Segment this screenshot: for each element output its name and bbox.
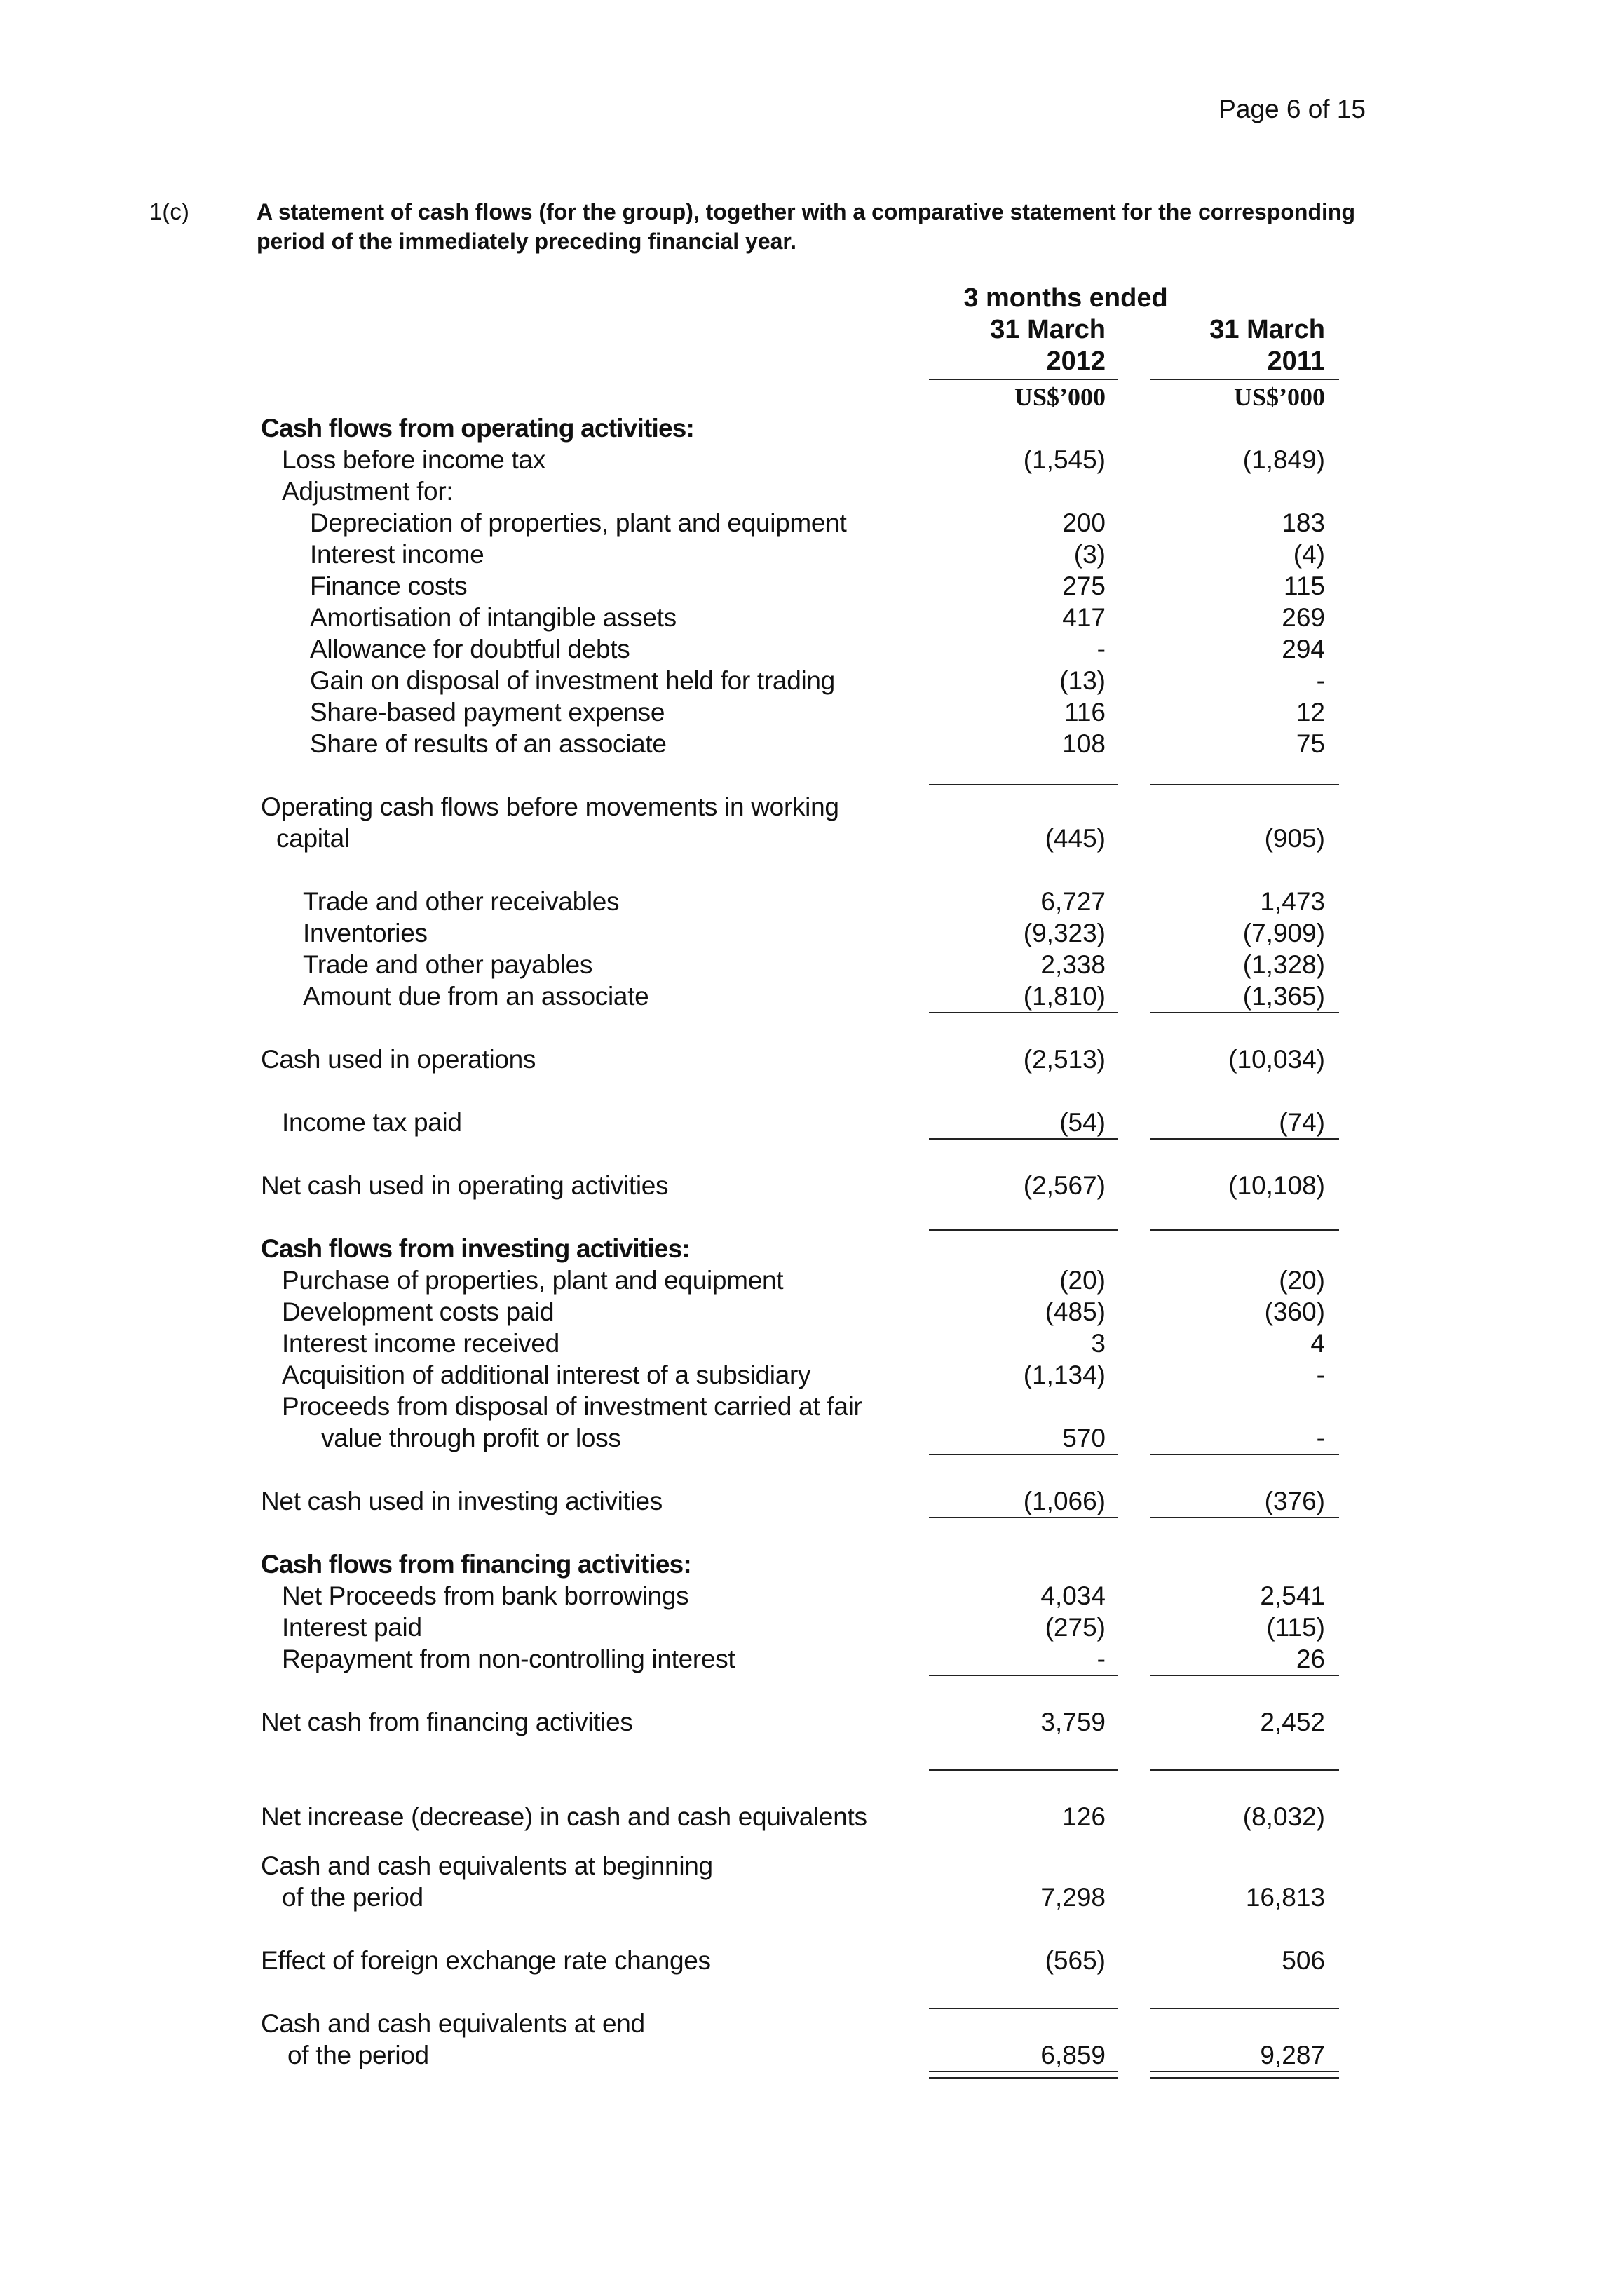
value-2012: (13) [1059,666,1106,695]
subtotal-rule [1150,2008,1339,2009]
row-label: Net cash used in investing activities [261,1487,663,1515]
row-label: Share of results of an associate [310,729,667,758]
value-2012: 6,727 [1040,887,1106,916]
value-2011: (74) [1279,1108,1325,1137]
value-2012: (275) [1045,1613,1106,1642]
page-number: Page 6 of 15 [1218,95,1366,123]
value-2011: 115 [1284,572,1325,600]
col2-header-date: 31 March [1209,315,1325,344]
value-2011: (115) [1266,1613,1325,1642]
value-2011: 26 [1296,1645,1325,1673]
subtotal-rule [1150,1012,1339,1013]
value-2011: (7,909) [1242,919,1325,947]
value-2012: 3,759 [1040,1708,1106,1736]
value-2012: 4,034 [1040,1581,1106,1610]
subtotal-rule [1150,784,1339,785]
subtotal-rule [929,1675,1118,1676]
value-2012: (2,567) [1023,1171,1106,1200]
value-2011: 1,473 [1260,887,1325,916]
value-2011: (1,849) [1242,445,1325,474]
header-rule [929,379,1118,380]
value-2012: - [1096,635,1106,663]
value-2012: 417 [1062,603,1106,632]
section-heading: Cash flows from financing activities: [261,1550,691,1579]
value-2011: 2,541 [1260,1581,1325,1610]
row-label: Share-based payment expense [310,698,665,727]
value-2011: (376) [1264,1487,1325,1515]
row-label: Adjustment for: [282,477,454,506]
section-heading: Cash flows from investing activities: [261,1234,690,1263]
row-label: Income tax paid [282,1108,462,1137]
subtotal-rule [929,1454,1118,1455]
value-2011: 2,452 [1260,1708,1325,1736]
value-2012: 116 [1064,698,1106,727]
value-2011: - [1316,1424,1325,1452]
row-label: Effect of foreign exchange rate changes [261,1946,711,1975]
row-label: Interest paid [282,1613,422,1642]
row-label: Acquisition of additional interest of a subsidiary [282,1360,811,1389]
value-2012: 570 [1062,1424,1106,1452]
row-label: Proceeds from disposal of investment carried at fair [282,1392,862,1421]
subtotal-rule [1150,1675,1339,1676]
statement-heading: A statement of cash flows (for the group), together with a comparative statement for the corresponding period of the immediately preceding financial year. [257,199,1355,254]
value-2011: - [1316,666,1325,695]
period-header: 3 months ended [963,283,1168,313]
value-2012: (54) [1059,1108,1106,1137]
row-label: Trade and other payables [303,950,593,979]
subtotal-rule [929,1229,1118,1231]
col2-currency: US$’000 [1233,383,1325,411]
row-label: Net increase (decrease) in cash and cash equivalents [261,1802,867,1831]
value-2012: 6,859 [1040,2041,1106,2069]
header-rule [1150,379,1339,380]
row-label: Allowance for doubtful debts [310,635,630,663]
row-label: Inventories [303,919,428,947]
row-label: Interest income received [282,1329,559,1358]
value-2011: (20) [1279,1266,1325,1295]
row-label: Trade and other receivables [303,887,620,916]
value-2012: 126 [1062,1802,1106,1831]
subtotal-rule [929,2008,1118,2009]
row-label: Cash and cash equivalents at beginning [261,1851,713,1880]
subtotal-rule [1150,1138,1339,1140]
value-2011: 4 [1310,1329,1325,1358]
value-2012: (445) [1045,824,1106,853]
value-2011: 183 [1282,508,1325,537]
row-label: Net Proceeds from bank borrowings [282,1581,689,1610]
value-2012: 3 [1091,1329,1106,1358]
value-2012: 108 [1062,729,1106,758]
row-label: Gain on disposal of investment held for trading [310,666,835,695]
section-heading: Cash flows from operating activities: [261,414,695,443]
row-label: Net cash from financing activities [261,1708,633,1736]
value-2012: (565) [1045,1946,1106,1975]
value-2012: (1,066) [1023,1487,1106,1515]
row-label: Development costs paid [282,1297,555,1326]
row-label: value through profit or loss [321,1424,621,1452]
row-label: Amortisation of intangible assets [310,603,677,632]
value-2011: (8,032) [1242,1802,1325,1831]
value-2011: (360) [1264,1297,1325,1326]
row-label: Cash and cash equivalents at end [261,2009,645,2038]
value-2011: (10,108) [1228,1171,1325,1200]
value-2011: 506 [1282,1946,1325,1975]
value-2012: (1,134) [1023,1360,1106,1389]
row-label: of the period [287,2041,429,2069]
value-2011: 294 [1282,635,1325,663]
value-2012: (485) [1045,1297,1106,1326]
subtotal-rule [929,1517,1118,1518]
value-2012: (1,810) [1023,982,1106,1011]
subtotal-rule [1150,1454,1339,1455]
row-label: Cash used in operations [261,1045,536,1074]
row-label: Operating cash flows before movements in working [261,792,839,821]
subtotal-rule [1150,1229,1339,1231]
row-label: capital [276,824,350,853]
value-2012: (9,323) [1023,919,1106,947]
value-2011: 269 [1282,603,1325,632]
subtotal-rule [929,1138,1118,1140]
subtotal-rule [929,1769,1118,1771]
value-2012: 275 [1062,572,1106,600]
value-2012: (1,545) [1023,445,1106,474]
col1-header-year: 2012 [1046,346,1106,376]
value-2012: (2,513) [1023,1045,1106,1074]
value-2011: (1,365) [1242,982,1325,1011]
value-2011: (4) [1293,540,1325,569]
row-label: of the period [282,1883,423,1912]
row-label: Net cash used in operating activities [261,1171,669,1200]
row-label: Amount due from an associate [303,982,649,1011]
col2-header-year: 2011 [1267,346,1325,376]
value-2012: (3) [1073,540,1106,569]
value-2011: (1,328) [1242,950,1325,979]
value-2011: 75 [1296,729,1325,758]
row-label: Purchase of properties, plant and equipment [282,1266,784,1295]
value-2011: (10,034) [1228,1045,1325,1074]
value-2011: 12 [1296,698,1325,727]
row-label: Depreciation of properties, plant and equipment [310,508,847,537]
value-2012: - [1096,1645,1106,1673]
subtotal-rule [929,784,1118,785]
value-2012: 2,338 [1040,950,1106,979]
subtotal-rule [1150,1517,1339,1518]
value-2011: 16,813 [1245,1883,1325,1912]
col1-header-date: 31 March [990,315,1106,344]
value-2011: - [1316,1360,1325,1389]
subtotal-rule [929,1012,1118,1013]
value-2011: 9,287 [1260,2041,1325,2069]
col1-currency: US$’000 [1014,383,1106,411]
value-2012: 7,298 [1040,1883,1106,1912]
value-2012: 200 [1062,508,1106,537]
value-2012: (20) [1059,1266,1106,1295]
value-2011: (905) [1264,824,1325,853]
subtotal-rule [1150,1769,1339,1771]
row-label: Interest income [310,540,484,569]
total-double-rule [1150,2071,1339,2079]
row-label: Finance costs [310,572,468,600]
row-label: Repayment from non-controlling interest [282,1645,735,1673]
section-number: 1(c) [149,198,189,224]
total-double-rule [929,2071,1118,2079]
row-label: Loss before income tax [282,445,545,474]
